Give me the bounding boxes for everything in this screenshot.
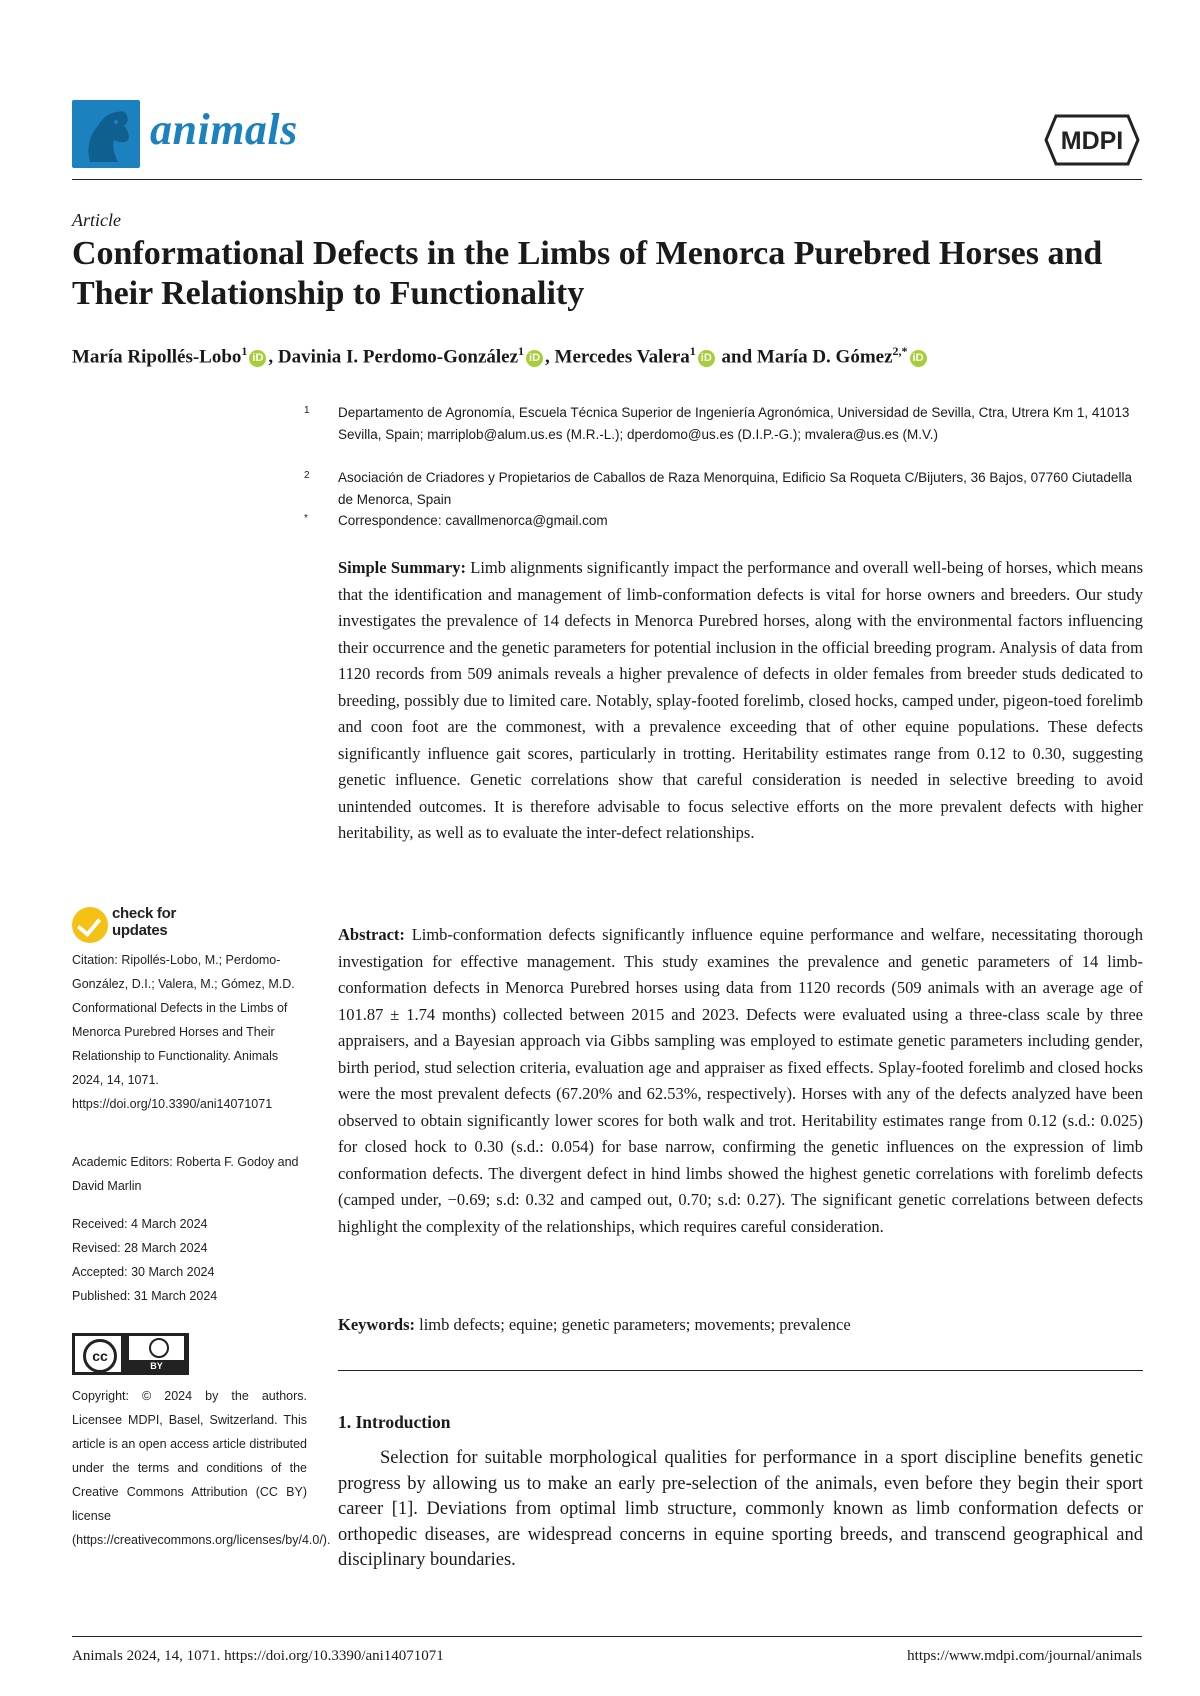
orcid-icon[interactable]: iD <box>249 350 266 367</box>
affiliation <box>304 402 1143 445</box>
correspondence <box>304 510 1143 532</box>
academic-editors: Academic Editors: Roberta F. Godoy and David Marlin <box>72 1155 299 1193</box>
received-date: Received: 4 March 2024 <box>72 1217 208 1231</box>
simple-summary <box>338 555 1143 847</box>
affiliation-number: * <box>304 513 308 524</box>
author-name[interactable]: María D. Gómez <box>756 346 893 368</box>
person-icon <box>149 1338 169 1358</box>
correspondence-text: Correspondence: cavallmenorca@gmail.com <box>338 513 608 528</box>
abstract <box>338 922 1143 1240</box>
keywords-label: Keywords: <box>338 1315 415 1334</box>
keywords <box>338 1312 1143 1339</box>
published-date: Published: 31 March 2024 <box>72 1289 218 1303</box>
affiliation-text: Departamento de Agronomía, Escuela Técnica Superior de Ingeniería Agronómica, Universidad de Sevilla, Ctra, Utrera Km 1, 41013 Sevilla, Spain; marriplob@alum.us.es (M.R.-L.); dperdomo@us.es (D.I.P.-G.); mvalera@us.es (M.V.) <box>338 405 1130 442</box>
copyright: Copyright: © 2024 by the authors. Licensee MDPI, Basel, Switzerland. This article is an open access article distributed under the terms and conditions of the Creative Commons Attribution (CC BY) license (https://creativecommons.org/licenses/by/4.0/). <box>72 1389 331 1547</box>
section-rule <box>338 1370 1143 1371</box>
footer-journal-url[interactable]: https://www.mdpi.com/journal/animals <box>907 1648 1142 1664</box>
revised-date: Revised: 28 March 2024 <box>72 1241 208 1255</box>
orcid-icon[interactable]: iD <box>698 350 715 367</box>
orcid-icon[interactable]: iD <box>526 350 543 367</box>
mdpi-logo <box>1042 110 1142 170</box>
orcid-icon[interactable]: iD <box>910 350 927 367</box>
horse-head-icon <box>72 100 140 168</box>
affiliation-number: 2 <box>304 470 310 481</box>
check-for-updates-badge[interactable] <box>72 905 222 945</box>
introduction-paragraph: Selection for suitable morphological qualities for performance in a sport discipline benefits genetic progress by allowing us to make an early pre-selection of the animals, even before they begin their sport career [1]. Deviations from optimal limb structure, commonly known as limb conformation defects or orthopedic diseases, are widespread concerns in equine sporting breeds, and transcend geographical and disciplinary boundaries. <box>338 1448 1143 1570</box>
abstract-label: Abstract: <box>338 925 405 944</box>
keywords-text: limb defects; equine; genetic parameters; movements; prevalence <box>419 1315 851 1334</box>
section-heading: 1. Introduction <box>338 1412 451 1432</box>
citation: Citation: Ripollés-Lobo, M.; Perdomo-González, D.I.; Valera, M.; Gómez, M.D. Conformational Defects in the Limbs of Menorca Purebred Horses and Their Relationship to Functionality. Animals 2024, 14, 1071. https://doi.org/10.3390/ani14071071 <box>72 953 295 1111</box>
check-updates-label: check for updates <box>112 905 176 939</box>
author-affil-ref: 2,* <box>892 344 908 358</box>
cc-icon: cc <box>83 1339 117 1373</box>
affiliation-text: Asociación de Criadores y Propietarios de Caballos de Raza Menorquina, Edificio Sa Roqueta C/Bijuters, 36 Bajos, 07760 Ciutadella de Menorca, Spain <box>338 470 1132 507</box>
paper-title: Conformational Defects in the Limbs of Menorca Purebred Horses and Their Relationship to Functionality <box>72 235 1103 312</box>
accepted-date: Accepted: 30 March 2024 <box>72 1265 215 1279</box>
checkmark-icon <box>72 907 108 943</box>
journal-name: animals <box>150 105 298 154</box>
license-by-label: BY <box>150 1361 163 1371</box>
cc-by-badge[interactable] <box>72 1333 189 1375</box>
author-affil-ref: 1 <box>689 344 696 358</box>
simple-summary-label: Simple Summary: <box>338 558 466 577</box>
affiliation <box>304 467 1143 510</box>
header-rule <box>72 179 1142 180</box>
footer-rule <box>72 1636 1142 1637</box>
journal-logo <box>72 100 140 168</box>
author-name[interactable]: Davinia I. Perdomo-González <box>277 346 519 368</box>
author-affil-ref: 1 <box>241 344 248 358</box>
footer-citation[interactable]: Animals 2024, 14, 1071. https://doi.org/10.3390/ani14071071 <box>72 1648 444 1664</box>
abstract-text: Limb-conformation defects significantly influence equine performance and welfare, necessitating thorough investigation for effective management. This study examines the prevalence and genetic parameters of 14 limb-conformation defects in Menorca Purebred horses using data from 1120 records (509 animals with an average age of 101.87 ± 1.74 months) collected between 2015 and 2023. Defects were evaluated using a three-class scale by three appraisers, and a Bayesian approach via Gibbs sampling was employed to estimate genetic parameters including gender, birth period, stud selection criteria, evaluation age and appraiser as fixed effects. Splay-footed forelimb and closed hocks were the most prevalent defects (67.20% and 62.53%, respectively). Horses with any of the defects analyzed have been observed to obtain significantly lower scores for both walk and trot. Heritability estimates range from 0.12 (s.d.: 0.025) for closed hock to 0.30 (s.d.: 0.054) for base narrow, confirming the genetic influences on the expression of limb conformation defects. The divergent defect in hind limbs showed the highest genetic correlations with forelimb defects (camped under, −0.69; s.d: 0.32 and camped out, 0.70; s.d: 0.27). The significant genetic correlations between defects highlight the complexity of the relationships, which requires careful consideration. <box>338 925 1143 1236</box>
affiliation-number: 1 <box>304 405 310 416</box>
simple-summary-text: Limb alignments significantly impact the performance and overall well-being of horses, which means that the identification and management of limb-conformation defects is vital for horse owners and breeders. Our study investigates the prevalence of 14 defects in Menorca Purebred horses, along with the environmental factors influencing their occurrence and the genetic parameters for potential inclusion in the official breeding program. Analysis of data from 1120 records from 509 animals reveals a higher prevalence of defects in older females from breeder studs dedicated to breeding, possibly due to limited care. Notably, splay-footed forelimb, closed hocks, camped under, pigeon-toed forelimb and coon foot are the commonest, with a prevalence exceeding that of other equine populations. These defects significantly influence gait scores, particularly in trotting. Heritability estimates range from 0.12 to 0.30, suggesting genetic influence. Genetic correlations show that careful consideration is needed in selective breeding to avoid unintended outcomes. It is therefore advisable to focus selective efforts on the more prevalent defects with higher heritability, as well as to evaluate the inter-defect relationships. <box>338 558 1143 842</box>
mdpi-logo-text: MDPI <box>1060 127 1124 155</box>
author-affil-ref: 1 <box>518 344 525 358</box>
author-name[interactable]: María Ripollés-Lobo <box>72 346 242 368</box>
author-name[interactable]: Mercedes Valera <box>554 346 690 368</box>
article-type: Article <box>72 210 121 230</box>
author-list: María Ripollés-Lobo$^1$iD , Davinia I. Perdomo-González$^1$iD , Mercedes Valera$^1$iD and María D. Gómez$^{2,*}$iD <box>72 338 1152 370</box>
